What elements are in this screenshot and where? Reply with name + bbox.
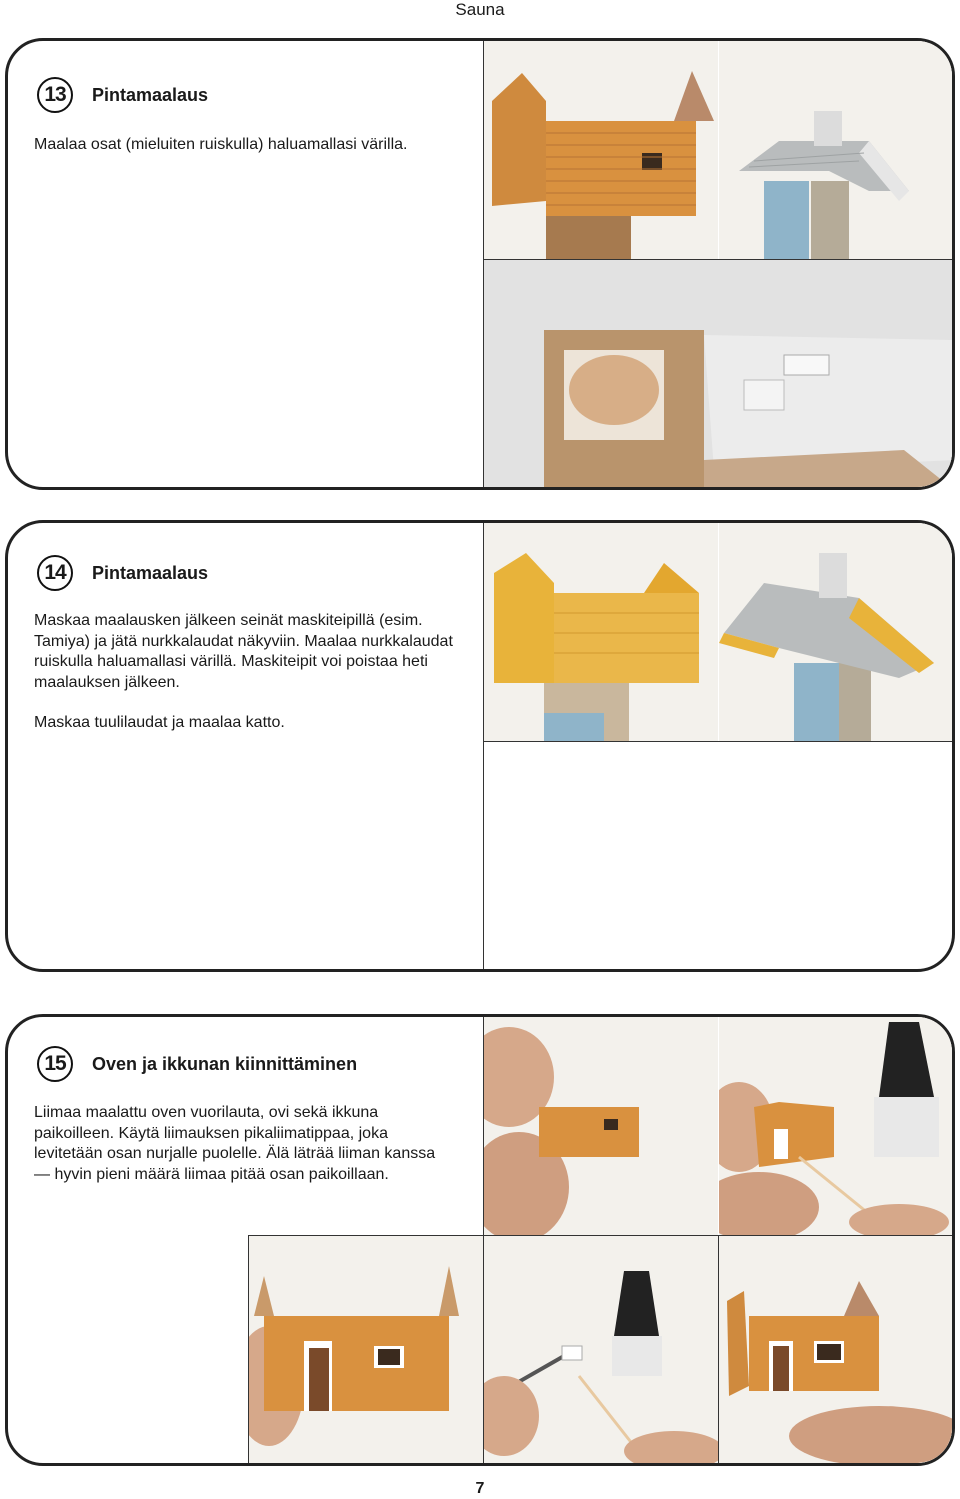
step-15-card bbox=[5, 1014, 955, 1466]
step-13-heading bbox=[37, 77, 208, 113]
photo-applying-glue bbox=[719, 1017, 955, 1235]
step-14-heading bbox=[37, 555, 208, 591]
photo-window-with-tweezers bbox=[484, 1236, 718, 1466]
step-13-instructions: Maalaa osat (mieluiten ruiskulla) haluamallasi värilla. bbox=[34, 136, 408, 153]
photo-hand-holding-walls bbox=[484, 1017, 718, 1235]
photo-sprayed-parts-on-cardboard bbox=[484, 260, 955, 490]
step-13-number: 13 bbox=[37, 77, 73, 113]
step-14-number: 14 bbox=[37, 555, 73, 591]
step-15-instructions: Liimaa maalattu oven vuorilauta, ovi sekä ikkuna paikoilleen. Käytä liimauksen pikaliimatippaa, joka levitetään osan nurjalle puolelle. Älä läträä liiman kanssa — hyvin pieni määrä liimaa pitää osan paikoillaan. bbox=[34, 1104, 436, 1183]
step-15-title: Oven ja ikkunan kiinnittäminen bbox=[92, 1053, 358, 1074]
photo-row-divider bbox=[484, 741, 955, 742]
step-14-card bbox=[5, 520, 955, 972]
header-title: Sauna bbox=[455, 0, 505, 19]
step-14-title: Pintamaalaus bbox=[92, 562, 209, 583]
step-13-card bbox=[5, 38, 955, 490]
page-header bbox=[0, 0, 960, 22]
photo-door-glued bbox=[249, 1236, 483, 1466]
step-14-instructions: Maskaa maalausken jälkeen seinät maskiteipillä (esim. Tamiya) ja jätä nurkkalaudat näkyviin. Maalaa nurkkalaudat ruiskulla haluamallasi värillä. Maskiteipit voi poistaa heti maalauksen jälkeen. bbox=[34, 612, 453, 691]
step-14-instructions-roof: Maskaa tuulilaudat ja maalaa katto. bbox=[34, 714, 285, 731]
step-13-title: Pintamaalaus bbox=[92, 84, 209, 105]
step-15-heading bbox=[37, 1046, 357, 1082]
step-15-number: 15 bbox=[37, 1046, 73, 1082]
photo-finished-walls bbox=[719, 1236, 955, 1466]
photo-yellow-walls-masked bbox=[484, 523, 718, 741]
photo-roof-masked-yellow bbox=[719, 523, 955, 741]
photo-orange-walls-on-foam bbox=[484, 41, 718, 259]
photo-gray-roof-on-foam bbox=[719, 41, 955, 259]
page-number: 7 bbox=[475, 1480, 485, 1497]
